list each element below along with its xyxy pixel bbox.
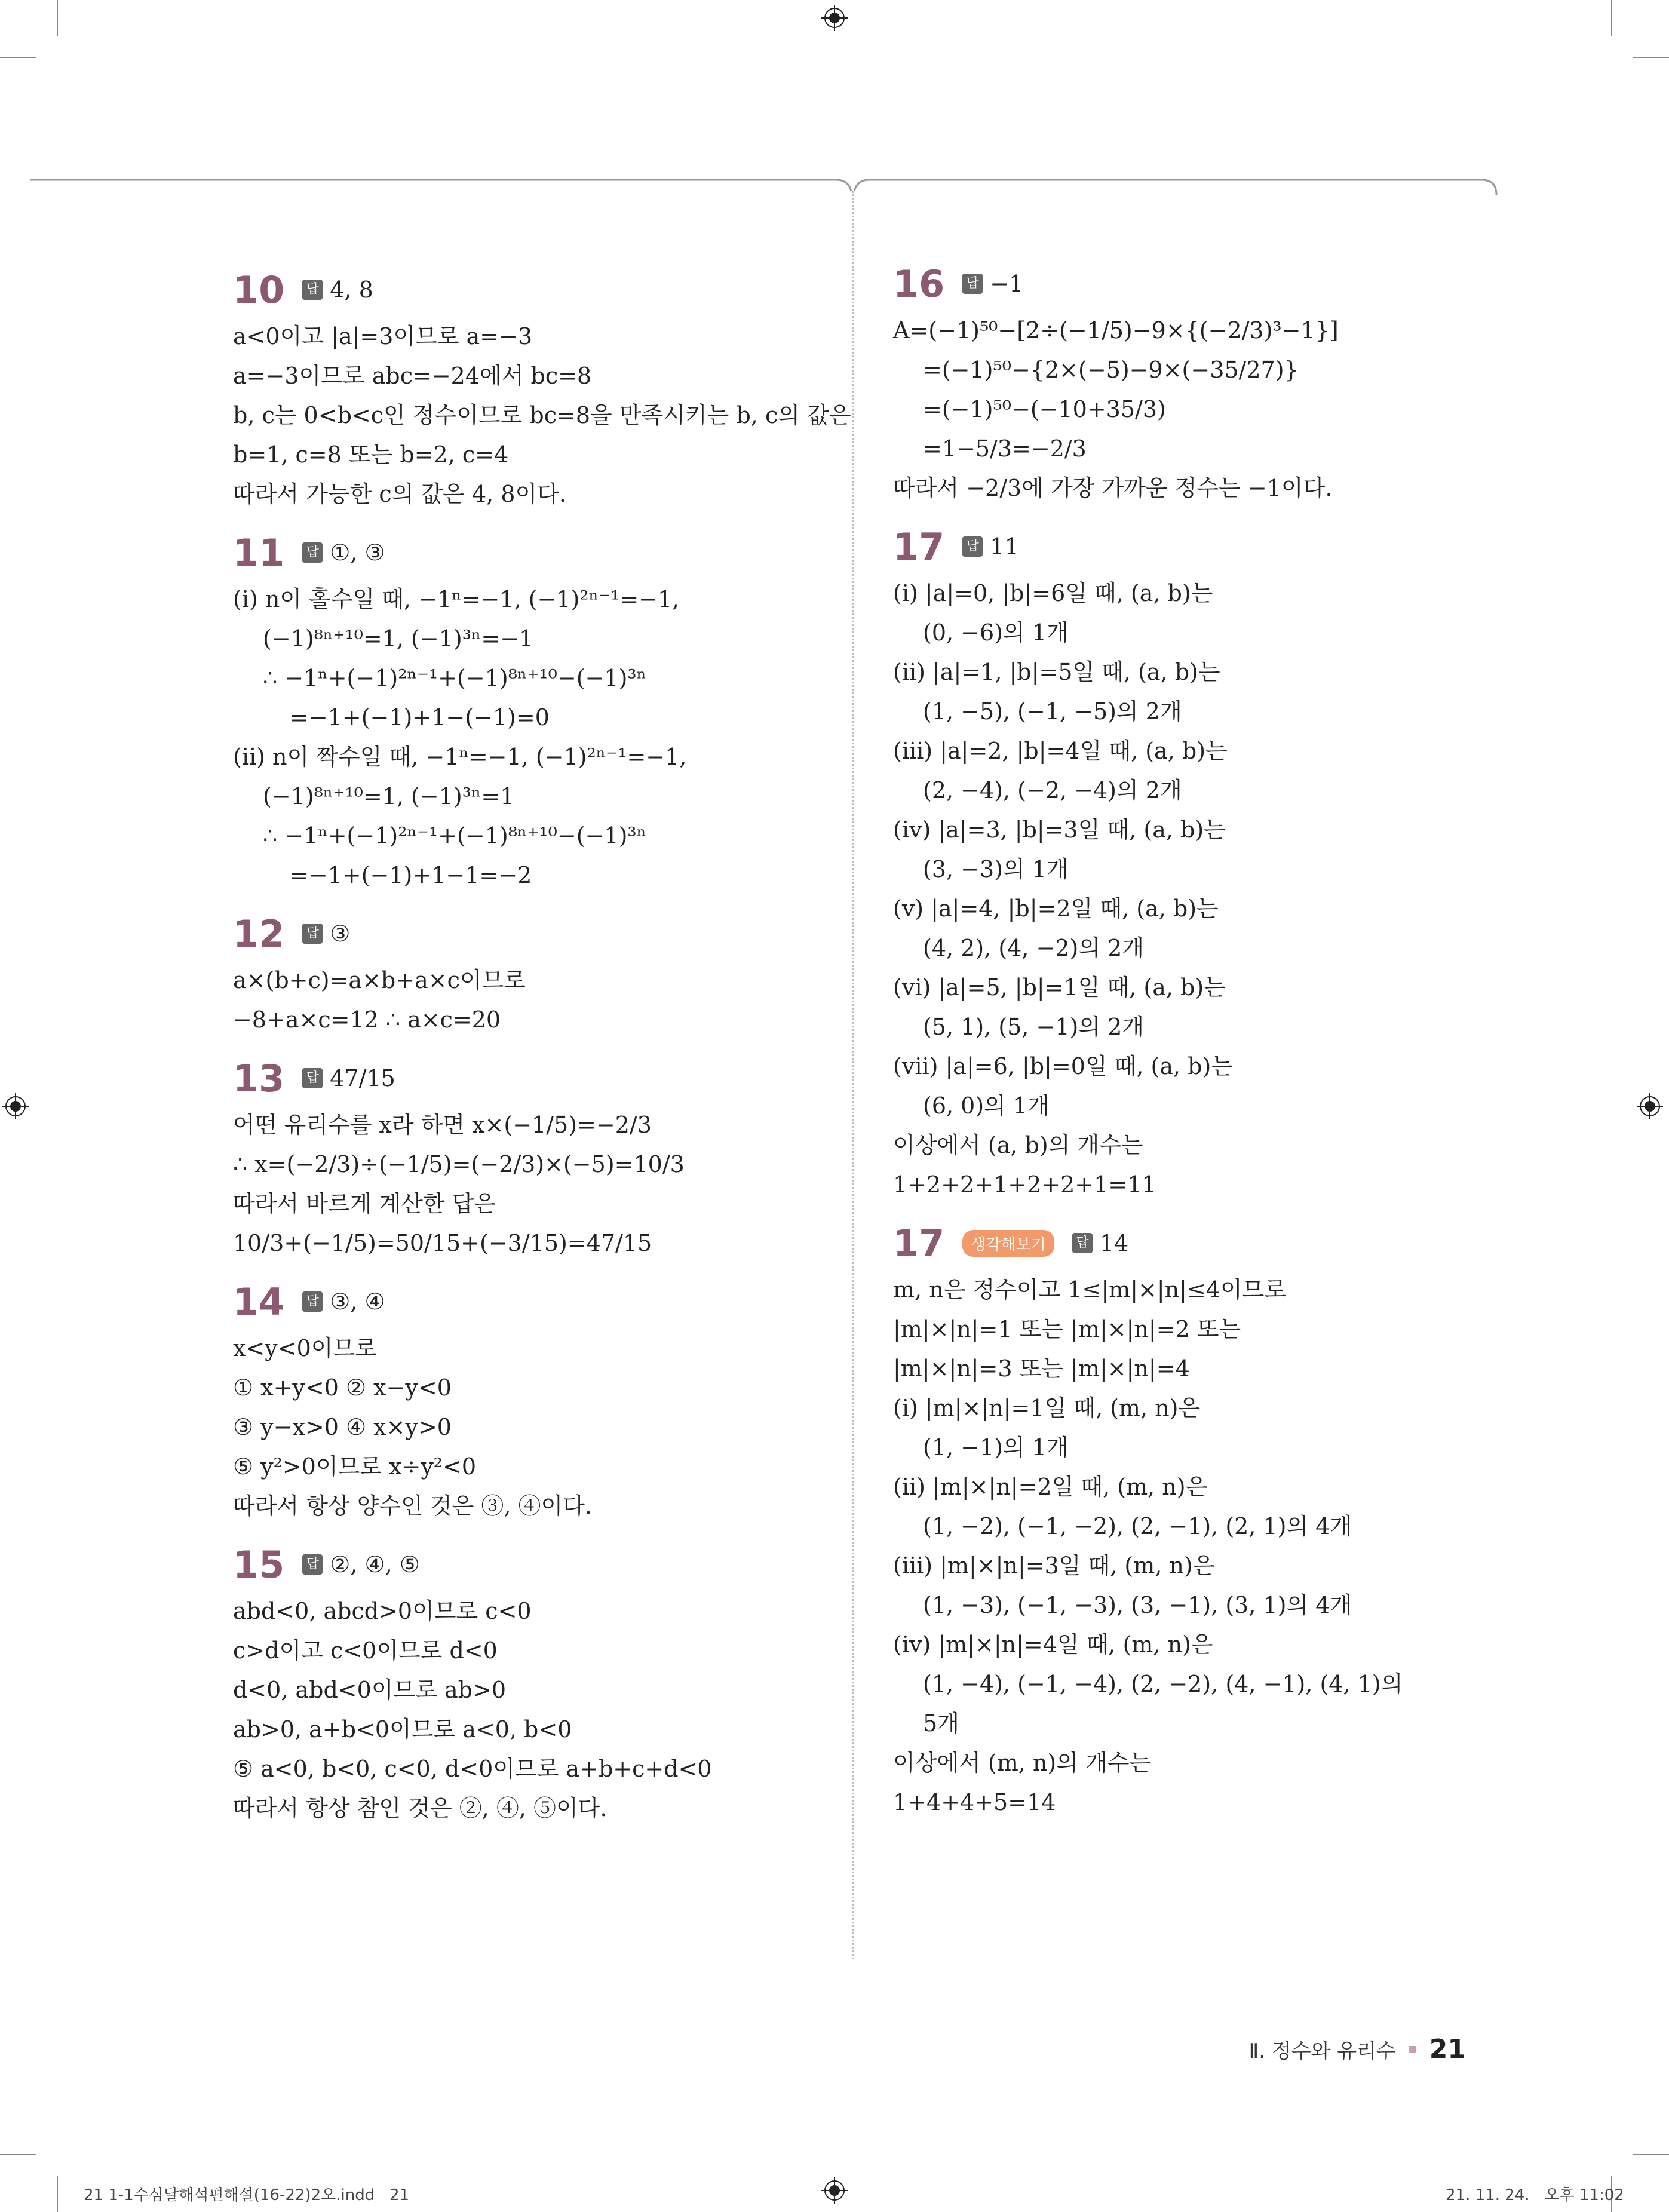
solution-line: ③ y−x>0 ④ x×y>0 xyxy=(233,1414,452,1440)
solution-line: 5개 xyxy=(923,1710,959,1737)
solution-line: (ⅲ) |m|×|n|=3일 때, (m, n)은 xyxy=(893,1553,1215,1579)
solution-line: (0, −6)의 1개 xyxy=(923,619,1069,646)
answer-icon: 답 xyxy=(1072,1233,1093,1253)
answer-icon: 답 xyxy=(302,1291,323,1312)
footer xyxy=(1249,2034,1466,2064)
crop-mark-top-left-h xyxy=(0,57,36,58)
answer-icon: 답 xyxy=(302,924,323,944)
registration-mark-icon xyxy=(2,1093,29,1119)
registration-mark-icon xyxy=(1637,1093,1663,1119)
problem-header xyxy=(233,1051,830,1105)
solution-line: ∴ −1ⁿ+(−1)²ⁿ⁻¹+(−1)⁸ⁿ⁺¹⁰−(−1)³ⁿ xyxy=(263,665,647,691)
solution-line: (ⅴ) |a|=4, |b|=2일 때, (a, b)는 xyxy=(893,895,1219,922)
problem-number: 14 xyxy=(233,1280,285,1324)
footer-section-title: Ⅱ. 정수와 유리수 xyxy=(1248,2039,1396,2063)
problem-number: 12 xyxy=(233,912,285,956)
solution-line: =−1+(−1)+1−(−1)=0 xyxy=(290,704,550,731)
crop-mark-bottom-left-h xyxy=(0,2154,36,2155)
solution-line: ∴ x=(−2/3)÷(−1/5)=(−2/3)×(−5)=10/3 xyxy=(233,1151,685,1177)
solution-line: m, n은 정수이고 1≤|m|×|n|≤4이므로 xyxy=(893,1277,1287,1303)
solution-line: A=(−1)⁵⁰−[2÷(−1/5)−9×{(−2/3)³−1}] xyxy=(893,317,1339,343)
crop-mark-bottom-left-v xyxy=(57,2176,58,2212)
solution-line: =(−1)⁵⁰−{2×(−5)−9×(−35/27)} xyxy=(923,357,1299,383)
solution-line: (ⅰ) |a|=0, |b|=6일 때, (a, b)는 xyxy=(893,580,1213,606)
solution-line: (1, −5), (−1, −5)의 2개 xyxy=(923,698,1182,725)
solution-line: (ⅶ) |a|=6, |b|=0일 때, (a, b)는 xyxy=(893,1053,1234,1079)
solution-line: (ⅱ) n이 짝수일 때, −1ⁿ=−1, (−1)²ⁿ⁻¹=−1, xyxy=(233,744,687,770)
problem-answer: 14 xyxy=(1099,1230,1129,1256)
column-divider xyxy=(852,191,854,1959)
left-column xyxy=(233,263,851,1828)
problem-answer: ③ xyxy=(330,921,351,947)
problem-answer: ③, ④ xyxy=(330,1288,385,1315)
solution-line: (ⅱ) |a|=1, |b|=5일 때, (a, b)는 xyxy=(893,659,1220,685)
solution-line: (ⅱ) |m|×|n|=2일 때, (m, n)은 xyxy=(893,1474,1208,1500)
crop-mark-top-right-v xyxy=(1611,0,1612,36)
solution-line: (ⅳ) |a|=3, |b|=3일 때, (a, b)는 xyxy=(893,817,1226,843)
think-badge: 생각해보기 xyxy=(962,1230,1054,1257)
slug-filename: 21 1-1수심달해석편해설(16-22)2오.indd 21 xyxy=(84,2186,410,2204)
solution-line: =(−1)⁵⁰−(−10+35/3) xyxy=(923,396,1166,422)
solution-line: =−1+(−1)+1−1=−2 xyxy=(290,862,532,888)
problem-number: 11 xyxy=(233,530,285,575)
solution-line: 10/3+(−1/5)=50/15+(−3/15)=47/15 xyxy=(233,1230,652,1256)
solution-line: (1, −3), (−1, −3), (3, −1), (3, 1)의 4개 xyxy=(923,1592,1352,1618)
crop-mark-bottom-right-h xyxy=(1633,2154,1669,2155)
solution-line: 이상에서 (a, b)의 개수는 xyxy=(893,1132,1143,1158)
solution-line: d<0, abd<0이므로 ab>0 xyxy=(233,1677,507,1703)
solution-line: 1+4+4+5=14 xyxy=(893,1789,1056,1815)
registration-mark-icon xyxy=(821,5,848,31)
solution-line: (4, 2), (4, −2)의 2개 xyxy=(923,935,1144,961)
problem-number: 17 xyxy=(893,1221,945,1265)
answer-icon: 답 xyxy=(962,536,983,557)
problem-answer: 11 xyxy=(990,533,1019,560)
solution-line: (ⅵ) |a|=5, |b|=1일 때, (a, b)는 xyxy=(893,974,1226,1001)
solution-line: (1, −2), (−1, −2), (2, −1), (2, 1)의 4개 xyxy=(923,1513,1352,1539)
solution-line: (ⅰ) n이 홀수일 때, −1ⁿ=−1, (−1)²ⁿ⁻¹=−1, xyxy=(233,586,680,612)
crop-mark-top-right-h xyxy=(1633,57,1669,58)
problem-answer: 47/15 xyxy=(330,1065,395,1091)
solution-line: 이상에서 (m, n)의 개수는 xyxy=(893,1750,1152,1776)
solution-line: =1−5/3=−2/3 xyxy=(923,435,1087,462)
problem-answer: ①, ③ xyxy=(330,539,385,566)
solution-line: (1, −4), (−1, −4), (2, −2), (4, −1), (4, 1)의 xyxy=(923,1671,1403,1697)
solution-line: (6, 0)의 1개 xyxy=(923,1093,1050,1119)
solution-line: a<0이고 |a|=3이므로 a=−3 xyxy=(233,323,533,349)
problem-number: 17 xyxy=(893,524,945,569)
answer-icon: 답 xyxy=(302,280,323,300)
answer-icon: 답 xyxy=(302,1068,323,1088)
solution-line: ∴ −1ⁿ+(−1)²ⁿ⁻¹+(−1)⁸ⁿ⁺¹⁰−(−1)³ⁿ xyxy=(263,823,647,849)
solution-line: 따라서 항상 양수인 것은 ③, ④이다. xyxy=(233,1493,593,1519)
footer-square-icon xyxy=(1409,2046,1416,2053)
solution-line: (ⅲ) |a|=2, |b|=4일 때, (a, b)는 xyxy=(893,738,1228,764)
problem-header xyxy=(233,907,830,961)
solution-line: c>d이고 c<0이므로 d<0 xyxy=(233,1637,498,1664)
solution-line: ⑤ a<0, b<0, c<0, d<0이므로 a+b+c+d<0 xyxy=(233,1756,712,1782)
solution-line: (1, −1)의 1개 xyxy=(923,1434,1069,1461)
solution-line: ⑤ y²>0이므로 x÷y²<0 xyxy=(233,1453,477,1480)
problem-header xyxy=(893,257,1490,311)
solution-line: 따라서 가능한 c의 값은 4, 8이다. xyxy=(233,481,566,507)
solution-line: b, c는 0<b<c인 정수이므로 bc=8을 만족시키는 b, c의 값은 xyxy=(233,402,851,428)
problem-answer: 4, 8 xyxy=(330,277,373,303)
solution-line: 1+2+2+1+2+2+1=11 xyxy=(893,1171,1156,1198)
answer-icon: 답 xyxy=(962,274,983,294)
solution-line: (−1)⁸ⁿ⁺¹⁰=1, (−1)³ⁿ=−1 xyxy=(263,625,534,652)
solution-line: (5, 1), (5, −1)의 2개 xyxy=(923,1014,1144,1040)
problem-header xyxy=(233,526,830,579)
answer-icon: 답 xyxy=(302,1554,323,1575)
solution-line: (2, −4), (−2, −4)의 2개 xyxy=(923,777,1182,803)
slug-datetime: 21. 11. 24. 오후 11:02 xyxy=(1446,2186,1624,2204)
problem-number: 10 xyxy=(233,268,285,312)
problem-answer: ②, ④, ⑤ xyxy=(330,1551,420,1578)
solution-line: 따라서 −2/3에 가장 가까운 정수는 −1이다. xyxy=(893,475,1333,501)
registration-mark-icon xyxy=(821,2177,848,2204)
solution-line: |m|×|n|=1 또는 |m|×|n|=2 또는 xyxy=(893,1316,1241,1342)
problem-header xyxy=(893,1216,1490,1270)
solution-line: x<y<0이므로 xyxy=(233,1335,377,1361)
solution-line: ab>0, a+b<0이므로 a<0, b<0 xyxy=(233,1716,572,1742)
problem-number: 13 xyxy=(233,1056,285,1100)
solution-line: 따라서 바르게 계산한 답은 xyxy=(233,1191,496,1217)
solution-line: (ⅰ) |m|×|n|=1일 때, (m, n)은 xyxy=(893,1395,1201,1421)
solution-line: (−1)⁸ⁿ⁺¹⁰=1, (−1)³ⁿ=1 xyxy=(263,783,515,809)
page-frame xyxy=(0,173,1669,203)
problem-number: 16 xyxy=(893,262,945,306)
solution-line: −8+a×c=12 ∴ a×c=20 xyxy=(233,1007,501,1033)
right-column xyxy=(893,257,1490,1822)
problem-answer: −1 xyxy=(990,271,1024,297)
solution-line: 따라서 항상 참인 것은 ②, ④, ⑤이다. xyxy=(233,1795,608,1821)
solution-line: 어떤 유리수를 x라 하면 x×(−1/5)=−2/3 xyxy=(233,1112,652,1138)
solution-line: a×(b+c)=a×b+a×c이므로 xyxy=(233,967,526,993)
problem-header xyxy=(233,1275,830,1329)
solution-line: (3, −3)의 1개 xyxy=(923,856,1069,882)
page-number: 21 xyxy=(1429,2034,1466,2064)
solution-line: (ⅳ) |m|×|n|=4일 때, (m, n)은 xyxy=(893,1631,1213,1658)
problem-header xyxy=(233,263,830,317)
problem-number: 15 xyxy=(233,1542,285,1587)
solution-line: |m|×|n|=3 또는 |m|×|n|=4 xyxy=(893,1355,1190,1382)
problem-header xyxy=(233,1538,830,1591)
answer-icon: 답 xyxy=(302,542,323,563)
solution-line: a=−3이므로 abc=−24에서 bc=8 xyxy=(233,363,592,389)
solution-line: b=1, c=8 또는 b=2, c=4 xyxy=(233,441,509,468)
problem-header xyxy=(893,520,1490,573)
crop-mark-top-left-v xyxy=(57,0,58,36)
solution-line: ① x+y<0 ② x−y<0 xyxy=(233,1375,452,1401)
solution-line: abd<0, abcd>0이므로 c<0 xyxy=(233,1598,532,1624)
